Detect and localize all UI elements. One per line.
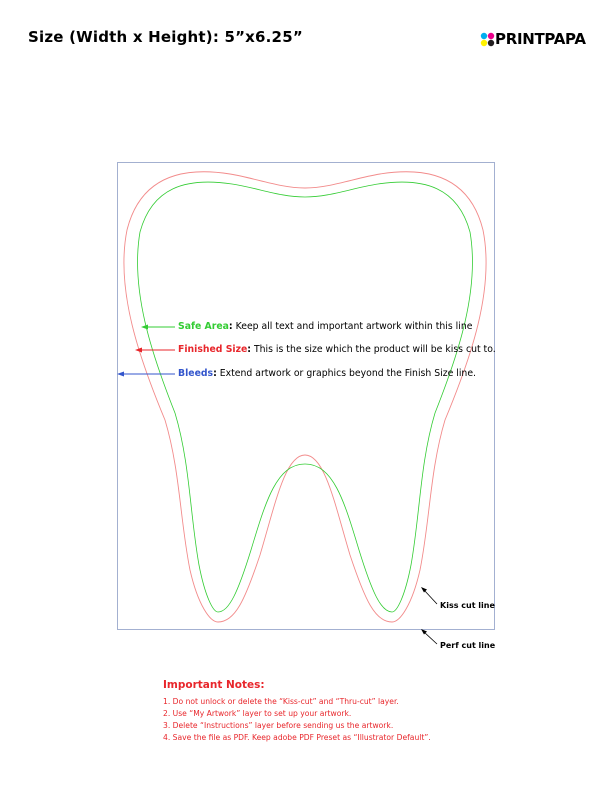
safe-arrow-head (141, 325, 148, 330)
kiss-pointer-line (424, 590, 437, 604)
legend-finished-key: Finished Size (178, 344, 248, 355)
legend-finished-text: This is the size which the product will be kiss cut to. (251, 344, 496, 355)
perf-cut-label: Perf cut line (440, 641, 496, 650)
perf-pointer-line (424, 632, 437, 644)
finished-size-outline (124, 172, 486, 622)
perf-cut-pointer (421, 629, 437, 644)
safe-area-outline (138, 182, 473, 612)
legend-bleeds-text: Extend artwork or graphics beyond the Finish Size line. (216, 368, 476, 379)
legend-bleeds (178, 368, 476, 379)
bleeds-arrow (117, 372, 175, 377)
important-notes (163, 679, 431, 744)
finished-size-arrow (135, 348, 175, 353)
notes-item: 3. Delete “Instructions” layer before sending us the artwork. (163, 721, 394, 730)
notes-item: 4. Save the file as PDF. Keep adobe PDF Preset as “Illustrator Default”. (163, 733, 431, 742)
legend-finished-size (178, 344, 496, 355)
page-title: Size (Width x Height): 5”x6.25” (28, 28, 303, 46)
notes-title: Important Notes: (163, 679, 265, 691)
legend-bleeds-key: Bleeds (178, 368, 214, 379)
kiss-cut-pointer (421, 587, 437, 604)
legend-safe-sep: : (228, 321, 233, 332)
legend-safe-key: Safe Area (178, 321, 229, 332)
legend-safe-text: Keep all text and important artwork within this line (232, 321, 473, 332)
notes-item: 1. Do not unlock or delete the “Kiss-cut” and “Thru-cut” layer. (163, 697, 399, 706)
notes-item: 2. Use “My Artwork” layer to set up your artwork. (163, 709, 352, 718)
bleeds-arrow-head (117, 372, 124, 377)
legend-bleeds-sep: : (213, 368, 217, 379)
kiss-cut-label: Kiss cut line (440, 601, 495, 610)
legend-safe-area (178, 321, 472, 332)
brand-name: PRINTPAPA (495, 30, 586, 48)
perf-cut-border (118, 163, 495, 630)
safe-area-arrow (141, 325, 175, 330)
legend-finished-sep: : (247, 344, 252, 355)
